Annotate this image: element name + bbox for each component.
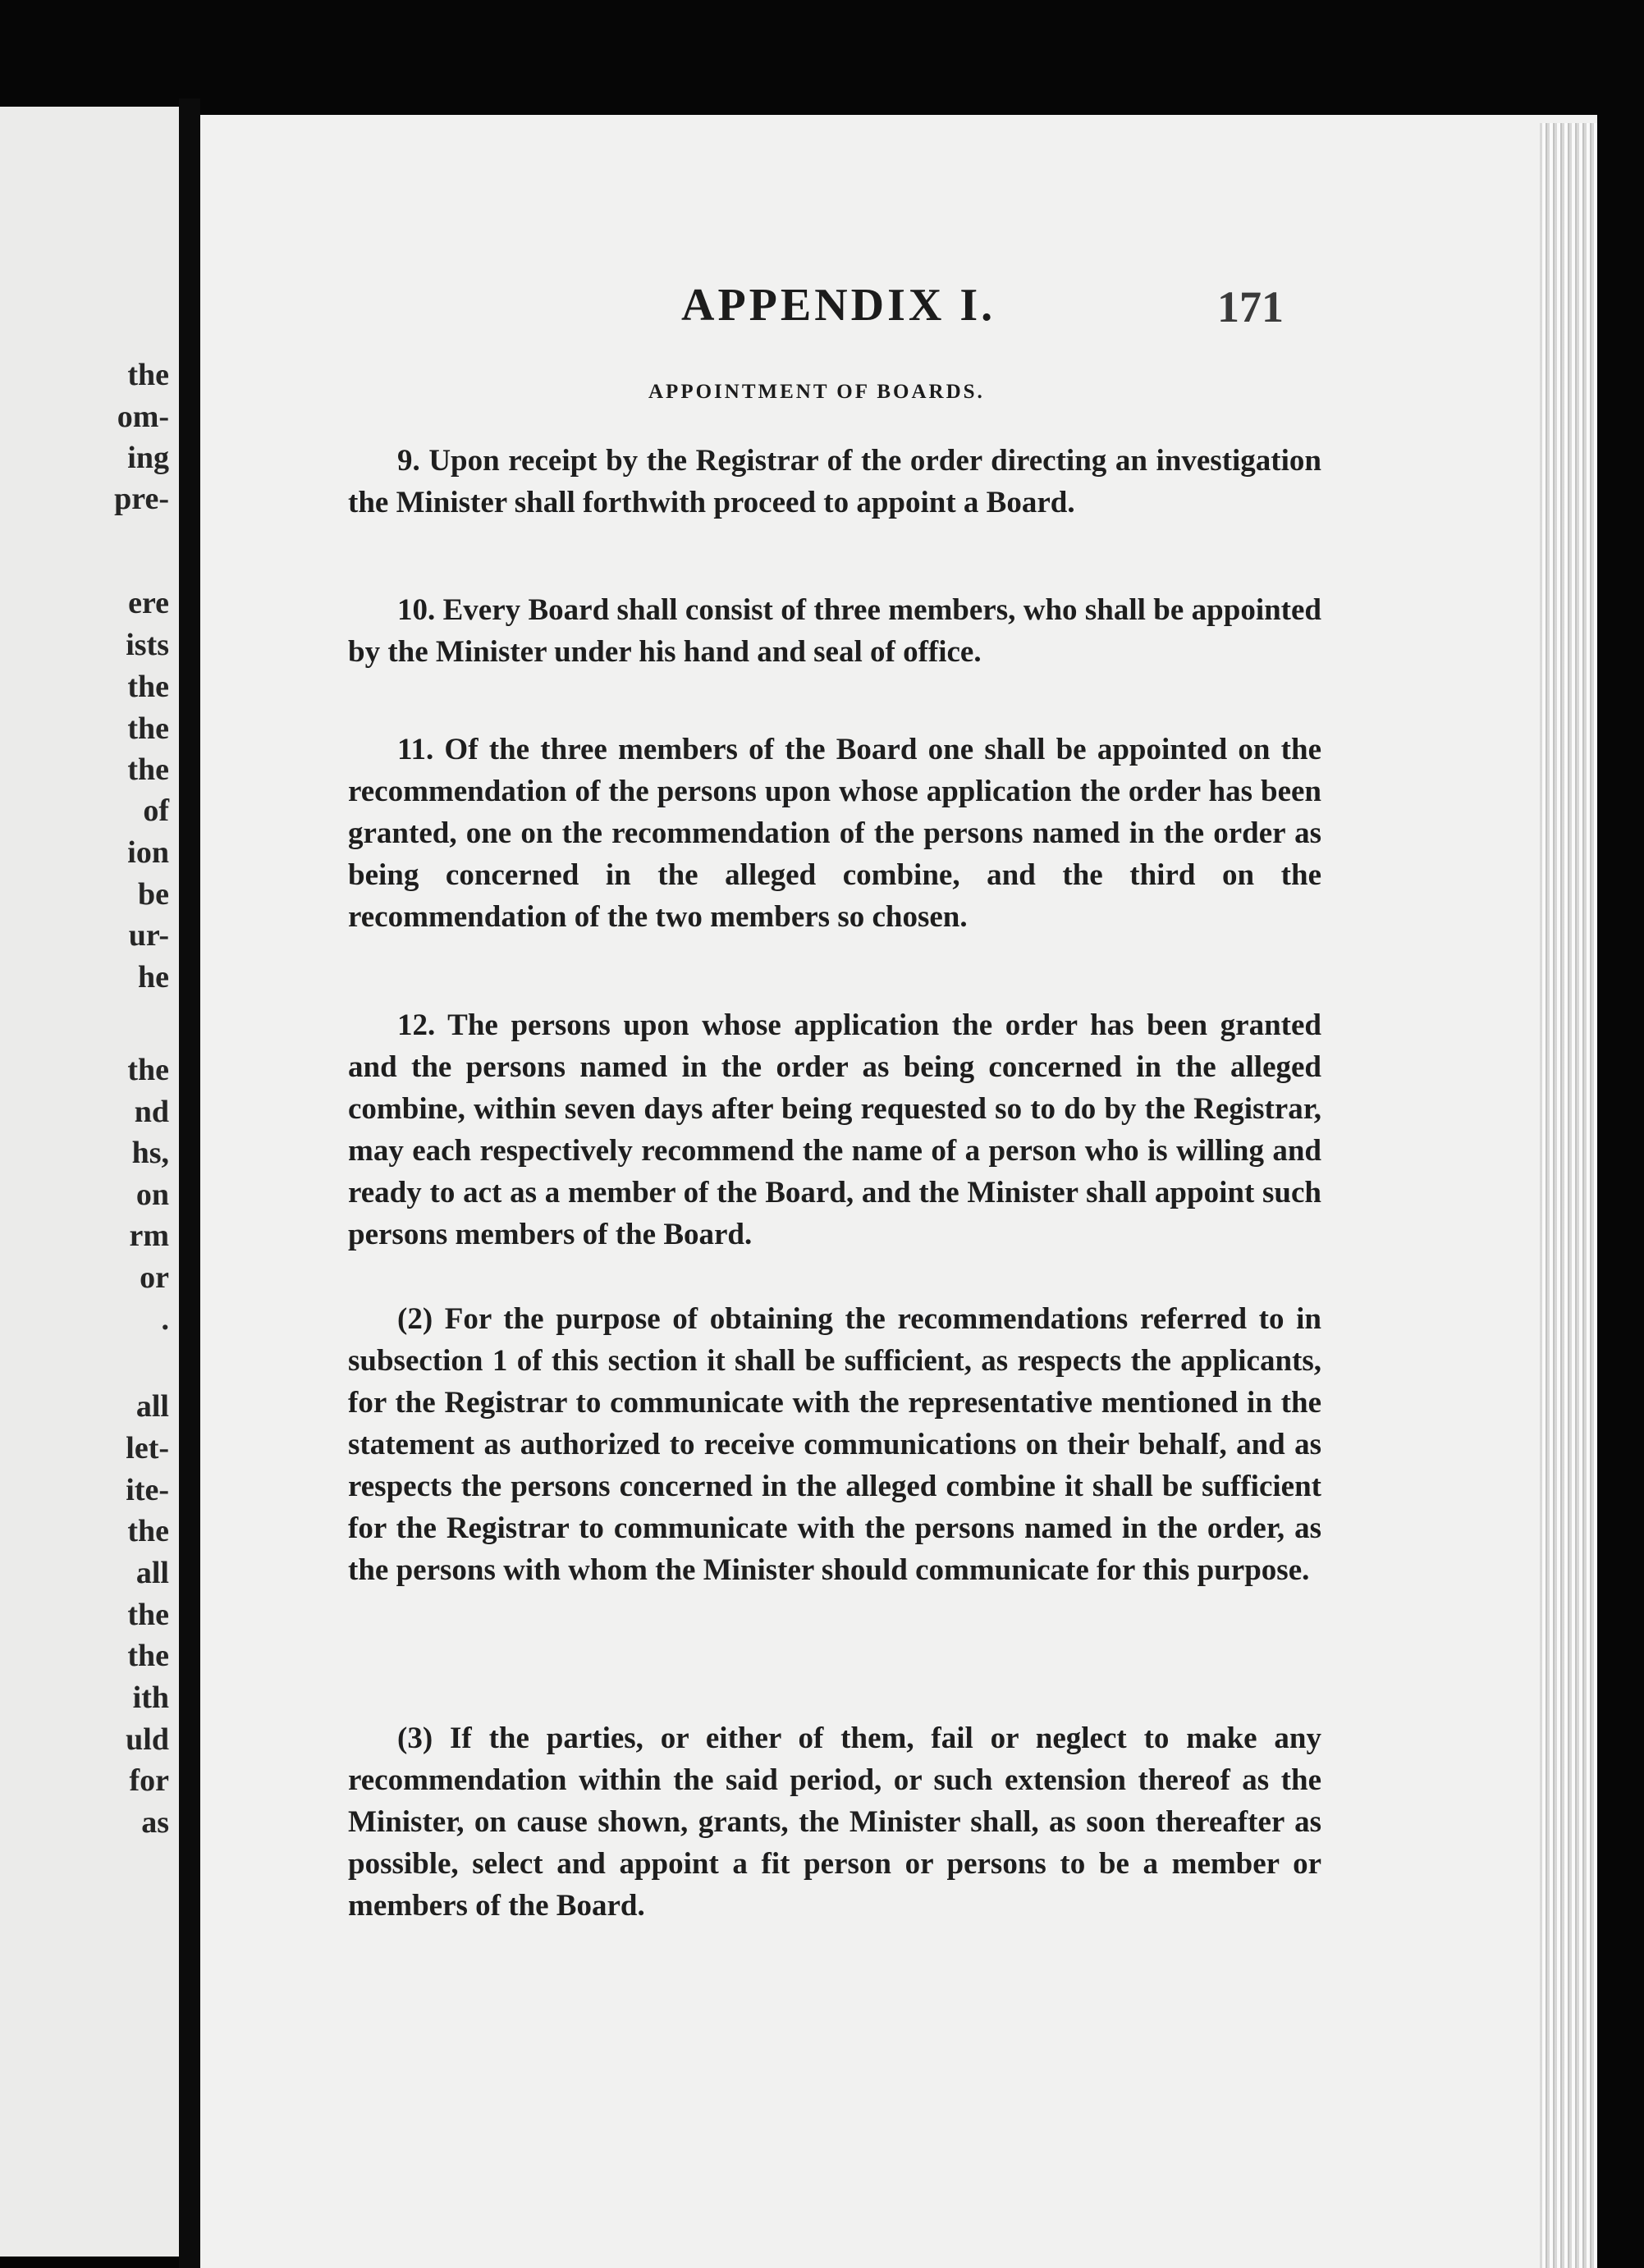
- left-page-line: he: [138, 960, 169, 995]
- left-page-line: or: [140, 1260, 169, 1295]
- paragraph-10: [348, 589, 1321, 673]
- left-page-line: the: [127, 1639, 169, 1673]
- left-page-line: on: [135, 1177, 169, 1212]
- left-page-line: uld: [126, 1722, 169, 1757]
- paragraph-text: 11. Of the three members of the Board one shall be appointed on the recommendation of the persons upon whose application the order has been granted, one on the recommendation of the persons named in the order as being concerned in the alleged combine, and the third on the recommendation of the two members so chosen.: [348, 733, 1321, 934]
- left-page-line: the: [127, 1053, 169, 1087]
- left-page-line: for: [129, 1763, 169, 1798]
- left-page-line: of: [143, 793, 169, 828]
- left-page-line: .: [161, 1302, 169, 1337]
- left-page-line: the: [127, 711, 169, 746]
- left-page-line: ing: [127, 441, 169, 475]
- subsection-2: [348, 1298, 1321, 1591]
- left-page-line: the: [127, 1514, 169, 1548]
- left-page-line: om-: [117, 400, 169, 434]
- paragraph-text: 10. Every Board shall consist of three members, who shall be appointed by the Minister under his hand and seal of office.: [348, 593, 1321, 669]
- left-page-line: nd: [134, 1095, 169, 1129]
- left-page-line: ion: [127, 835, 169, 870]
- left-page-line: ith: [132, 1680, 169, 1715]
- left-page-line: let-: [126, 1431, 169, 1466]
- left-page-line: all: [135, 1389, 169, 1424]
- page-edges: [1540, 123, 1597, 2268]
- left-page-line: hs,: [131, 1136, 169, 1170]
- section-heading: APPOINTMENT OF BOARDS.: [648, 381, 985, 403]
- left-page-line: the: [127, 670, 169, 704]
- left-page-line: be: [138, 877, 169, 912]
- subsection-3: [348, 1717, 1321, 1927]
- paragraph-12: [348, 1004, 1321, 1255]
- left-page-line: ur-: [128, 918, 169, 953]
- left-page-line: as: [141, 1805, 169, 1840]
- paragraph-text: (2) For the purpose of obtaining the recommendations referred to in subsection 1 of this section it shall be sufficient, as respects the applicants, for the Registrar to communicate with the representative mentioned in the statement as authorized to receive communications on their behalf, and as respects the persons concerned in the alleged combine it shall be sufficient for the Registrar to communicate with the persons named in the order, as the persons with whom the Minister should communicate for this purpose.: [348, 1302, 1321, 1587]
- paragraph-11: [348, 729, 1321, 938]
- left-page-line: rm: [129, 1219, 169, 1253]
- paragraph-9: [348, 440, 1321, 524]
- page-header-title: APPENDIX I.: [681, 280, 996, 331]
- left-page-line: the: [127, 1598, 169, 1632]
- paragraph-text: 12. The persons upon whose application the order has been granted and the persons named in the order as being concerned in the alleged combine, within seven days after being requested so to do by the Registrar, may each respectively recommend the name of a person who is willing and ready to act as a member of the Board, and the Minister shall appoint such persons members of the Board.: [348, 1008, 1321, 1251]
- page-number: 171: [1217, 282, 1284, 332]
- book-binding: [179, 98, 200, 2268]
- left-page-line: ere: [128, 586, 169, 620]
- left-page-line: the: [127, 358, 169, 392]
- left-page-fragment: [0, 107, 179, 2257]
- left-page-line: ists: [126, 628, 169, 662]
- left-page-line: ite-: [126, 1473, 169, 1507]
- left-page-line: all: [135, 1556, 169, 1590]
- left-page-line: the: [127, 752, 169, 787]
- paragraph-text: 9. Upon receipt by the Registrar of the order directing an investigation the Minister shall forthwith proceed to appoint a Board.: [348, 444, 1321, 519]
- paragraph-text: (3) If the parties, or either of them, fail or neglect to make any recommendation within the said period, or such extension thereof as the Minister, on cause shown, grants, the Minister shall, as soon thereafter as possible, select and appoint a fit person or persons to be a member or members of the Board.: [348, 1722, 1321, 1923]
- left-page-line: pre-: [114, 482, 169, 516]
